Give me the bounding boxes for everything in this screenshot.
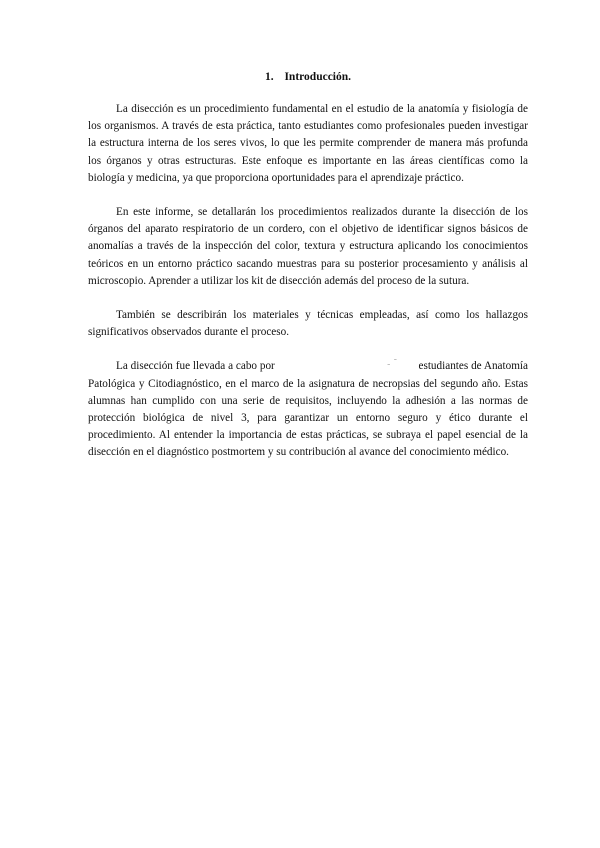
document-page xyxy=(88,70,528,479)
section-number: 1. xyxy=(264,71,274,83)
section-heading xyxy=(88,70,528,84)
paragraph-4-rest: estudiantes de Anatomía Patológica y Citodiagnóstico, en el marco de la asignatura de necropsias del segundo año. Estas alumnas han cumplido con una serie de requisitos, incluyendo la adhesión a las normas de protección biológica de nivel 3, para garantizar un entorno seguro y ético durante el procedimiento. Al entender la importancia de estas prácticas, se subraya el papel esencial de la disección en el diagnóstico postmortem y su contribución al avance del conocimiento médico. xyxy=(88,360,528,459)
redacted-names-gap: ˍ ˉ xyxy=(387,357,398,367)
paragraph-4 xyxy=(88,358,528,461)
section-title: Introducción. xyxy=(284,71,352,83)
paragraph-2: En este informe, se detallarán los procedimientos realizados durante la disección de los órganos del aparato respiratorio de un cordero, con el objetivo de identificar signos básicos de anomalías a través de la inspección del color, textura y estructura aplicando los conocimientos teóricos en un entorno práctico sacando muestras para su posterior procesamiento y análisis al microscopio. Aprender a utilizar los kit de disección además del proceso de la sutura. xyxy=(88,206,528,287)
paragraph-4-start: La disección fue llevada a cabo por xyxy=(116,360,275,373)
paragraph-1: La disección es un procedimiento fundamental en el estudio de la anatomía y fisiología de los organismos. A través de esta práctica, tanto estudiantes como profesionales pueden investigar la estructura interna de los seres vivos, lo que les permite comprender de manera más profunda los órganos y otras estructuras. Este enfoque es importante en las áreas científicas como la biología y medicina, ya que proporciona oportunidades para el aprendizaje práctico. xyxy=(88,103,528,184)
paragraph-3: También se describirán los materiales y técnicas empleadas, así como los hallazgos significativos observados durante el proceso. xyxy=(88,309,528,339)
